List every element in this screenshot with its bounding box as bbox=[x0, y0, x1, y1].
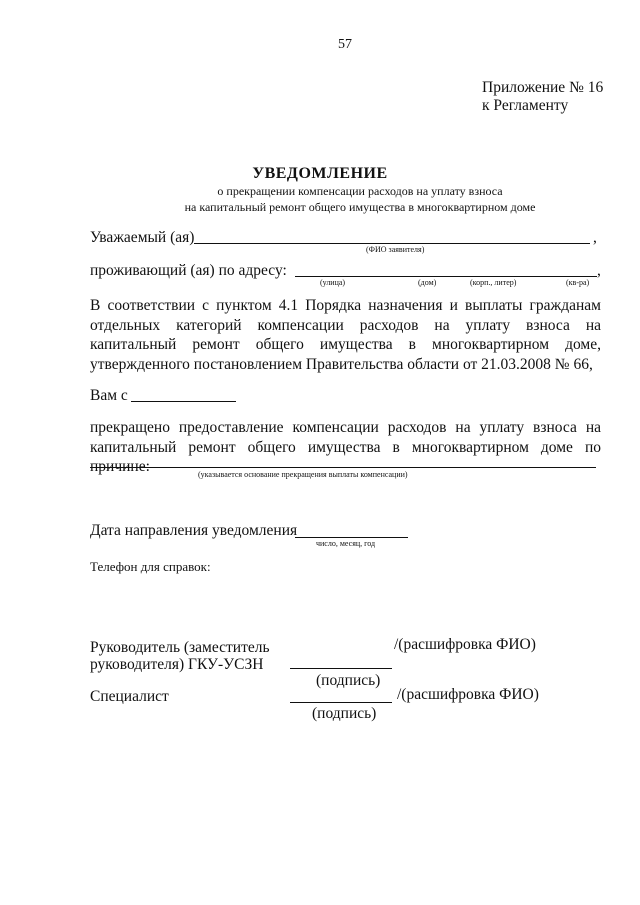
head-label-line2: руководителя) ГКУ-УСЗН bbox=[90, 656, 264, 673]
notice-title: УВЕДОМЛЕНИЕ bbox=[252, 165, 388, 182]
address-label: проживающий (ая) по адресу: bbox=[90, 262, 287, 279]
greeting-label: Уважаемый (ая) bbox=[90, 229, 195, 246]
notification-date-caption: число, месяц, год bbox=[316, 539, 376, 548]
address-apartment-caption: (кв-ра) bbox=[566, 278, 590, 287]
appendix-regulation: к Регламенту bbox=[482, 97, 569, 114]
applicant-name-caption: (ФИО заявителя) bbox=[366, 245, 425, 254]
specialist-signature-caption: (подпись) bbox=[312, 705, 377, 722]
notice-subtitle-line1: о прекращении компенсации расходов на уплату взноса bbox=[217, 184, 503, 198]
specialist-label: Специалист bbox=[90, 688, 169, 705]
reason-caption: (указывается основание прекращения выплаты компенсации) bbox=[198, 470, 408, 479]
address-street-caption: (улица) bbox=[320, 278, 346, 287]
head-label-line1: Руководитель (заместитель bbox=[90, 639, 270, 656]
notification-date-label: Дата направления уведомления bbox=[90, 522, 298, 539]
stopped-paragraph: прекращено предоставление компенсации расходов на уплату взноса на капитальный ремонт общего имущества в многоквартирном доме по причине: bbox=[90, 419, 601, 475]
notification-date-line bbox=[295, 537, 408, 538]
page-number: 57 bbox=[338, 37, 352, 52]
appendix-number: Приложение № 16 bbox=[482, 79, 604, 96]
applicant-name-line bbox=[194, 243, 590, 244]
address-house-caption: (дом) bbox=[418, 278, 437, 287]
reason-line bbox=[90, 467, 596, 468]
specialist-signature-line bbox=[290, 702, 392, 703]
basis-paragraph: В соответствии с пунктом 4.1 Порядка назначения и выплаты гражданам отдельных категорий компенсации расходов на уплату взноса на капитальный ремонт общего имущества в многоквартирном доме, утвержденного постановлением Правительства области от 21.03.2008 № 66, bbox=[90, 297, 601, 373]
head-signature-line bbox=[290, 668, 392, 669]
address-building-caption: (корп., литер) bbox=[470, 278, 517, 287]
from-date-label: Вам с bbox=[90, 387, 128, 404]
head-signature-caption: (подпись) bbox=[316, 672, 381, 689]
notice-subtitle-line2: на капитальный ремонт общего имущества в многоквартирном доме bbox=[184, 200, 536, 214]
from-date-line bbox=[131, 401, 236, 402]
address-comma: , bbox=[597, 262, 601, 279]
address-line bbox=[295, 276, 597, 277]
specialist-name-decode: /(расшифровка ФИО) bbox=[397, 686, 539, 703]
greeting-comma: , bbox=[593, 229, 597, 246]
phone-label: Телефон для справок: bbox=[90, 559, 211, 574]
head-name-decode: /(расшифровка ФИО) bbox=[394, 636, 536, 653]
